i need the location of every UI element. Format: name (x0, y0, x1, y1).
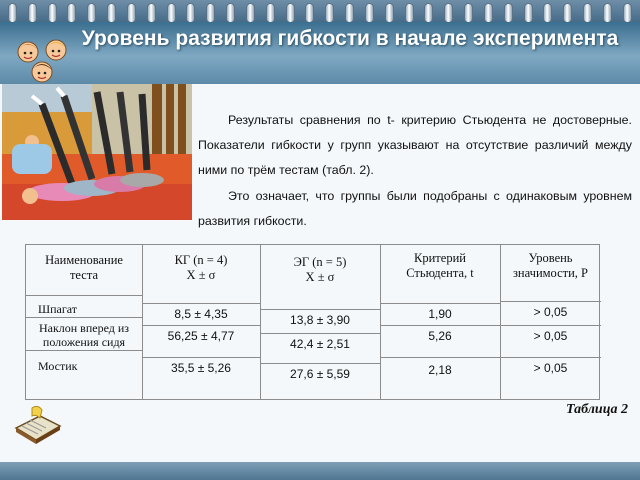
row-1-eg: 13,8 ± 3,90 (290, 313, 350, 327)
row-2-p: > 0,05 (533, 329, 568, 343)
header-eg-sub: X ± σ (305, 270, 335, 284)
row-2-t: 5,26 (428, 329, 452, 343)
table-caption: Таблица 2 (566, 402, 628, 417)
stretching-photo (2, 84, 192, 220)
slide-title: Уровень развития гибкости в начале эксперимента (81, 27, 619, 50)
row-3-t: 2,18 (428, 363, 452, 377)
row-1-test: Шпагат (38, 302, 78, 316)
row-3-kg: 35,5 ± 5,26 (171, 361, 231, 375)
results-table (25, 244, 600, 400)
header-kg: КГ (n = 4) (174, 253, 228, 267)
header-significance: Уровень значимости, Р (512, 251, 589, 280)
header-student-t: Критерий Стьюдента, t (406, 251, 474, 280)
header-eg: ЭГ (n = 5) (293, 255, 347, 269)
paragraph-results: Результаты сравнения по t- критерию Стьюдента не достоверные. Показатели гибкости у групп указывают на отсутствие различий между ними по трём тестам (табл. 2). (198, 113, 632, 177)
children-icon (12, 36, 74, 86)
row-3-test: Мостик (38, 359, 78, 373)
paragraph-conclusion: Это означает, что группы были подобраны с одинаковым уровнем развития гибкости. (198, 189, 632, 228)
row-2-eg: 42,4 ± 2,51 (290, 337, 350, 351)
header-kg-sub: X ± σ (186, 268, 216, 282)
bottom-band (0, 462, 640, 480)
book-icon (12, 404, 64, 444)
row-2-kg: 56,25 ± 4,77 (167, 329, 235, 343)
row-2-test: Наклон вперед из положения сидя (38, 321, 130, 349)
row-3-eg: 27,6 ± 5,59 (290, 367, 350, 381)
row-1-t: 1,90 (428, 307, 452, 321)
row-1-p: > 0,05 (533, 305, 568, 319)
header-test-name: Наименование теста (45, 253, 123, 282)
row-1-kg: 8,5 ± 4,35 (174, 307, 228, 321)
row-3-p: > 0,05 (533, 361, 568, 375)
